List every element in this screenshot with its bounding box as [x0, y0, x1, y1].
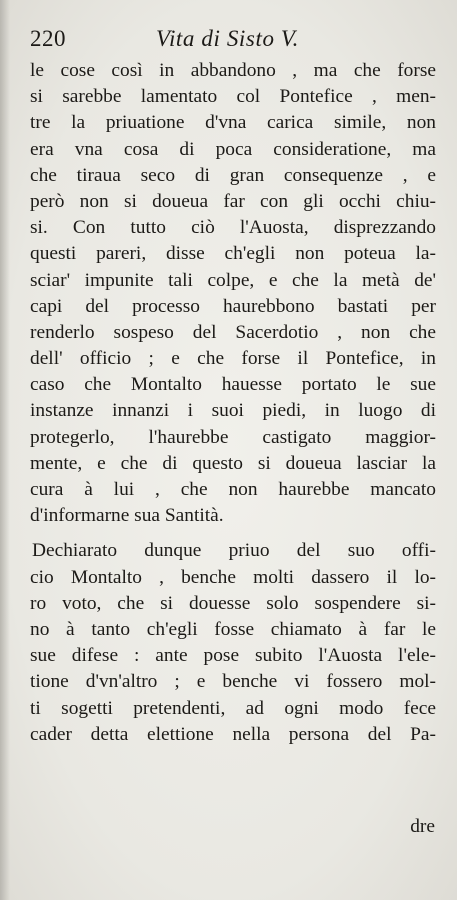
page-header	[30, 26, 435, 60]
paragraph-1	[30, 58, 436, 529]
text-line: ti sogetti pretendenti, ad ogni modo fece	[30, 697, 436, 719]
text-line: d'informarne sua Santità.	[30, 505, 224, 527]
text-line: renderlo sospeso del Sacerdotio , non che	[30, 321, 436, 343]
text-line: instanze innanzi i suoi piedi, in luogo di	[30, 400, 436, 422]
text-line: che tiraua seco di gran consequenze , e	[30, 164, 436, 186]
text-line: no à tanto ch'egli fosse chiamato à far le	[30, 618, 436, 640]
text-line: Dechiarato dunque priuo del suo offi-	[32, 540, 436, 562]
paragraph-2	[30, 538, 436, 748]
text-line: questi pareri, disse ch'egli non poteua la-	[30, 243, 436, 265]
text-line: si sarebbe lamentato col Pontefice , men-	[30, 86, 436, 108]
text-line: cura à lui , che non haurebbe mancato	[30, 479, 436, 500]
text-line: caso che Montalto hauesse portato le sue	[30, 374, 436, 396]
text-line: sciar' impunite tali colpe, e che la metà de'	[30, 269, 436, 291]
text-line: cio Montalto , benche molti dassero il lo-	[30, 566, 436, 588]
text-line: dell' officio ; e che forse il Pontefice, in	[30, 348, 436, 370]
text-line: capi del processo haurebbono bastati per	[30, 295, 436, 317]
text-line: si. Con tutto ciò l'Auosta, disprezzando	[30, 217, 436, 239]
paragraph-gap	[30, 529, 436, 538]
running-title: Vita di Sisto V.	[156, 26, 299, 51]
text-line: mente, e che di questo si doueua lasciar la	[30, 452, 436, 474]
text-line: le cose così in abbandono , ma che forse	[30, 60, 436, 81]
text-line: però non si doueua far con gli occhi chiu-	[30, 190, 436, 212]
text-line: cader detta elettione nella persona del Pa-	[30, 723, 436, 745]
body-text	[30, 58, 436, 748]
text-line: era vna cosa di poca consideratione, ma	[30, 138, 436, 160]
text-line: tre la priuatione d'vna carica simile, non	[30, 112, 436, 134]
text-line: tione d'vn'altro ; e benche vi fossero mol-	[30, 671, 436, 693]
text-line: ro voto, che si douesse solo sospendere si-	[30, 592, 436, 614]
page-number: 220	[30, 26, 66, 51]
text-line: protegerlo, l'haurebbe castigato maggior-	[30, 426, 436, 448]
catchword: dre	[410, 816, 435, 837]
gutter-shadow	[0, 0, 10, 900]
text-line: sue difese : ante pose subito l'Auosta l'ele-	[30, 645, 436, 667]
